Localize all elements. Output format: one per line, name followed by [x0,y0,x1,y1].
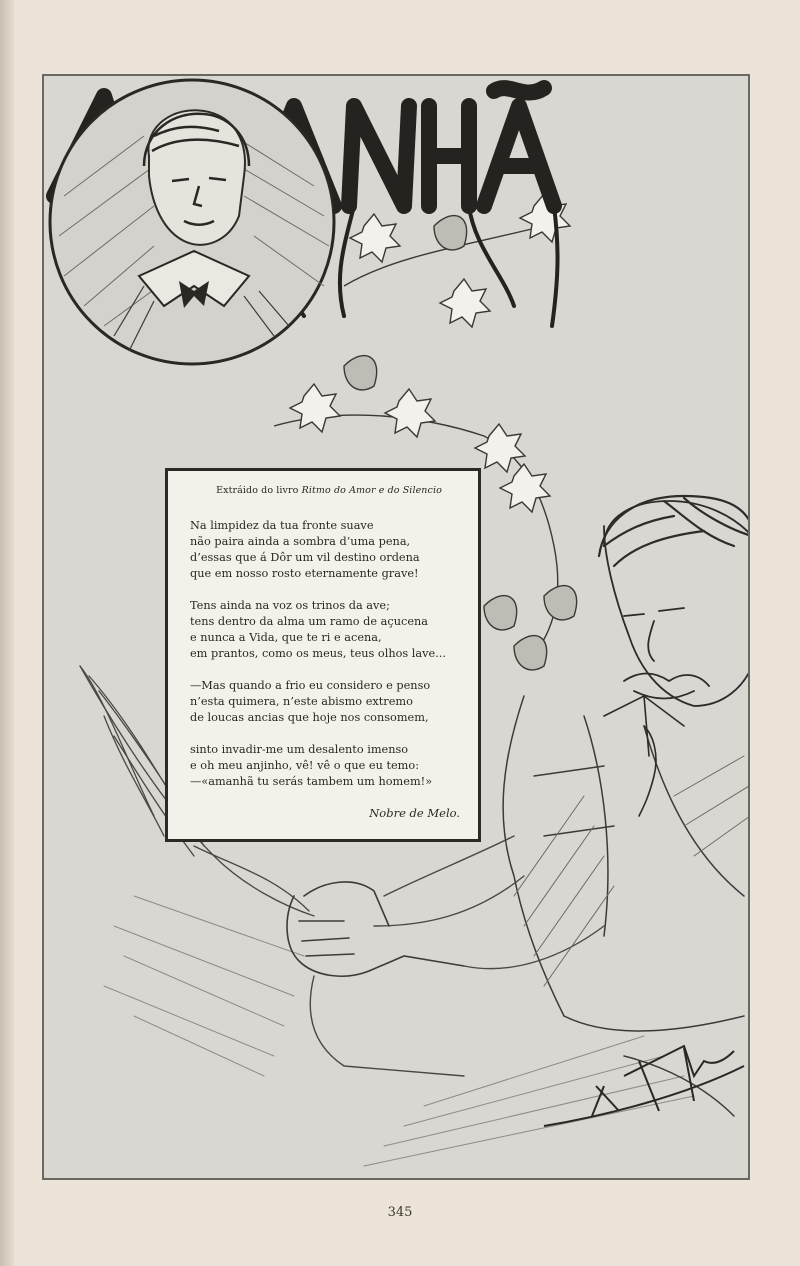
poem-stanza-2 [190,598,468,662]
poem-line: em prantos, como os meus, teus olhos lave... [190,647,446,660]
poem-stanza-4 [190,742,468,790]
poem-line: tens dentro da alma um ramo de açucena [190,615,429,628]
poem-source-line [190,485,468,496]
source-book-title: Ritmo do Amor e do Silencio [301,485,442,496]
illustration-plate [42,74,750,1180]
source-prefix: Extráido do livro [216,485,299,496]
poem-line: —«amanhã tu serás tambem um homem!» [190,775,433,788]
poem-line: Na limpidez da tua fronte suave [190,519,374,532]
poem-line: —Mas quando a frio eu considero e penso [190,679,431,692]
poem-line: que em nosso rosto eternamente grave! [190,567,419,580]
poem-line: e oh meu anjinho, vê! vê o que eu temo: [190,759,419,772]
poem-stanza-1 [190,518,468,582]
page-binding-edge [0,0,14,1266]
poem-line: de loucas ancias que hoje nos consomem, [190,711,429,724]
child-portrait-medallion [44,76,344,376]
poem-line: Tens ainda na voz os trinos da ave; [190,599,390,612]
poem-line: d’essas que á Dôr um vil destino ordena [190,551,420,564]
poem-line: sinto invadir-me um desalento imenso [190,743,409,756]
poem-stanza-3 [190,678,468,726]
page-number: 345 [387,1205,413,1220]
poem-text-box [165,468,481,842]
poem-line: não paira ainda a sombra d’uma pena, [190,535,411,548]
poem-author: Nobre de Melo. [369,806,460,820]
poem-line: n’esta quimera, n’este abismo extremo [190,695,413,708]
poem-line: e nunca a Vida, que te ri e acena, [190,631,382,644]
